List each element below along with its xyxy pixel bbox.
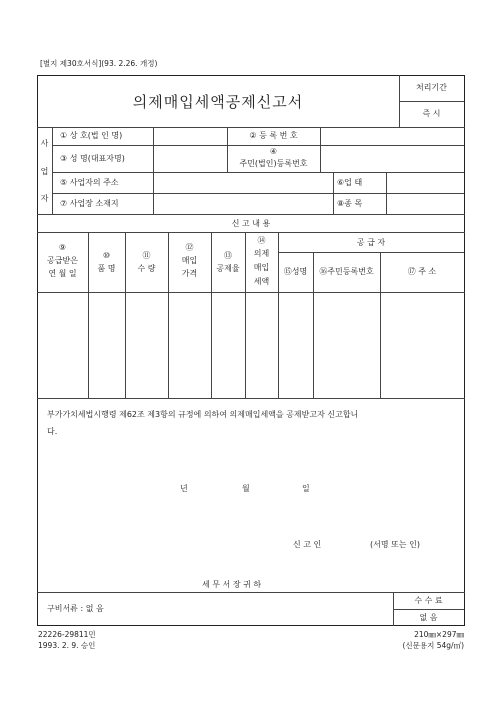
form-reference: [별지 제30호서식](93. 2.26. 개정): [40, 59, 158, 68]
biz-side-1: 사: [40, 139, 49, 148]
company-name-label: ① 상 호(법 인 명): [60, 131, 123, 140]
attachments: 구비서류 : 없 음: [47, 604, 104, 613]
resident-no-num: ④: [269, 147, 278, 156]
reg-no-label: ② 등 록 번 호: [249, 131, 298, 140]
biz-item-label: ⑧종 목: [337, 199, 363, 208]
fee-value: 없 음: [419, 613, 438, 622]
col15-label: ⑮성명: [283, 267, 308, 276]
col12-label1: 매입: [181, 256, 198, 265]
fee-split: [393, 609, 464, 610]
col17-label: ⑰ 주 소: [407, 267, 437, 276]
col14-label2: 매입: [253, 263, 270, 272]
resident-no-label: 주민(법인)등록번호: [239, 159, 308, 168]
section-title-bottom: [37, 232, 465, 233]
frame-bottom: [37, 625, 465, 626]
frame-top: [37, 75, 465, 76]
col-divider-6: [278, 232, 279, 398]
bottom-box-top: [37, 592, 465, 593]
section-title: 신 고 내 용: [231, 219, 271, 228]
biz-mid-divider-2: [320, 127, 321, 172]
fee-label: 수 수 료: [414, 596, 443, 605]
form-title: 의제매입세액공제신고서: [132, 93, 304, 111]
date-day: 일: [302, 484, 310, 493]
biz-row-line-2: [52, 172, 464, 173]
footer-paper: (신문용지 54g/㎡): [402, 641, 464, 650]
col12-label2: 가격: [181, 269, 198, 278]
col9-label2: 연 월 일: [48, 269, 77, 278]
col13-label: 공제율: [216, 264, 240, 273]
biz-side-3: 자: [40, 194, 49, 203]
col16-label: ⑯주민등록번호: [319, 267, 374, 276]
biz-address-label: ⑤ 사업자의 주소: [60, 178, 119, 187]
biz-side-2: 업: [40, 167, 49, 176]
col9-num: ⑨: [58, 243, 67, 252]
declarant-sign: (서명 또는 인): [370, 540, 420, 549]
declaration-end: 다.: [47, 427, 58, 436]
biz-mid-divider-4: [386, 172, 387, 214]
biz-row-line-1: [52, 145, 464, 146]
site-address-label: ⑦ 사업장 소재지: [60, 199, 119, 208]
biz-type-label: ⑥업 태: [337, 178, 363, 187]
declarant-label: 신 고 인: [293, 540, 322, 549]
processing-split: [399, 101, 464, 102]
col14-num: ⑭: [257, 236, 266, 245]
col10-label: 품 명: [97, 264, 116, 273]
col14-label3: 세액: [253, 277, 270, 286]
col12-num: ⑫: [185, 243, 194, 252]
supplier-split: [278, 252, 464, 253]
addressee: 세 무 서 장 귀 하: [202, 580, 262, 589]
biz-side-divider: [52, 127, 53, 214]
date-year: 년: [180, 484, 188, 493]
table-bottom: [37, 398, 465, 399]
col13-num: ⑬: [224, 251, 232, 260]
col10-num: ⑩: [102, 251, 111, 260]
header-row-bottom: [37, 292, 465, 293]
footer-approval: 1993. 2. 9. 승인: [38, 641, 96, 650]
col11-label: 수 량: [137, 264, 156, 273]
biz-label-divider: [153, 127, 154, 214]
biz-mid-divider-3: [333, 172, 334, 214]
date-month: 월: [242, 484, 250, 493]
title-bottom-line: [37, 127, 465, 128]
processing-value: 즉 시: [422, 109, 441, 118]
footer-code: 22226-29811민: [38, 630, 96, 639]
declaration-text: 부가가치세법시행령 제62조 제3항의 규정에 의하여 의제매입세액을 공제받고자 신고합니: [47, 410, 359, 419]
col14-label1: 의제: [253, 249, 270, 258]
col9-label1: 공급받은: [47, 256, 78, 265]
frame-left: [37, 75, 38, 626]
biz-row-line-3: [52, 193, 464, 194]
processing-label: 처리기간: [416, 83, 447, 92]
supplier-header: 공 급 자: [356, 238, 386, 247]
footer-size: 210㎜×297㎜: [414, 630, 464, 639]
col11-num: ⑪: [142, 251, 151, 260]
rep-name-label: ③ 성 명(대표자명): [60, 154, 125, 163]
biz-section-bottom: [37, 214, 465, 215]
frame-right: [464, 75, 465, 626]
